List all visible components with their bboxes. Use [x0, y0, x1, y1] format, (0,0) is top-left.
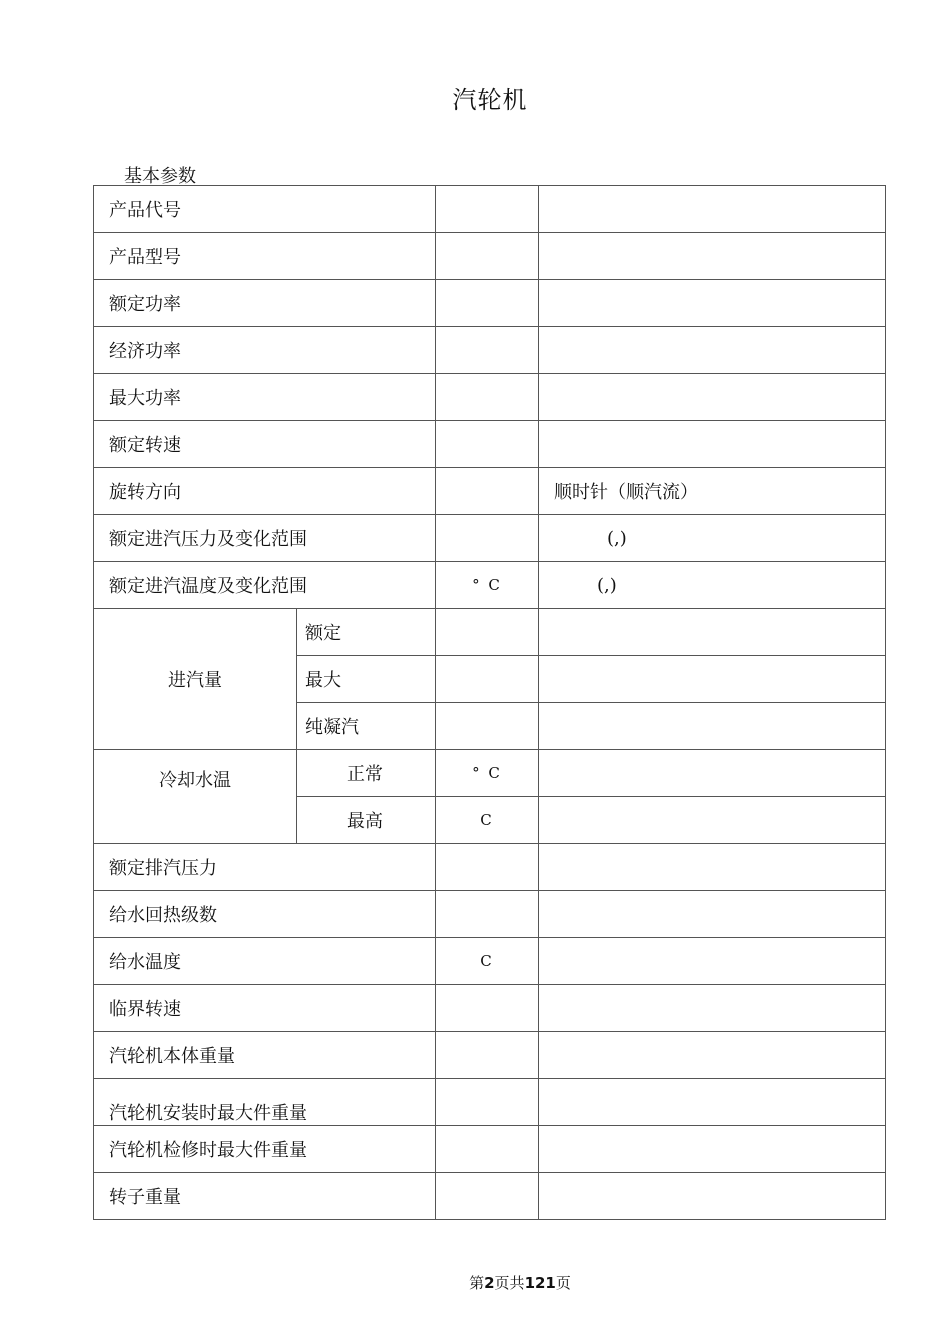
page-footer [0, 1272, 950, 1293]
footer-suffix: 页 [555, 1274, 571, 1292]
value-cell [539, 1079, 886, 1126]
table-row [94, 374, 886, 421]
sub-label: 正常 [297, 750, 436, 797]
unit-cell [436, 374, 539, 421]
row-label: 最大功率 [94, 374, 436, 421]
table-row [94, 186, 886, 233]
table-row [94, 515, 886, 562]
row-label: 旋转方向 [94, 468, 436, 515]
table-row [94, 1173, 886, 1220]
row-label: 额定进汽压力及变化范围 [94, 515, 436, 562]
unit-cell [436, 515, 539, 562]
row-label: 经济功率 [94, 327, 436, 374]
footer-page-number: 2 [484, 1274, 495, 1292]
unit-cell [436, 327, 539, 374]
sub-label: 额定 [297, 609, 436, 656]
footer-middle: 页共 [494, 1274, 525, 1292]
row-label: 产品代号 [94, 186, 436, 233]
unit-cell [436, 703, 539, 750]
unit-cell: C [436, 938, 539, 985]
value-cell: (,) [539, 562, 886, 609]
row-label: 产品型号 [94, 233, 436, 280]
value-cell [539, 1126, 886, 1173]
unit-cell [436, 1032, 539, 1079]
table-row [94, 562, 886, 609]
unit-cell [436, 280, 539, 327]
row-label: 额定排汽压力 [94, 844, 436, 891]
value-cell [539, 421, 886, 468]
value-cell [539, 938, 886, 985]
row-label: 转子重量 [94, 1173, 436, 1220]
section-label: 基本参数 [124, 166, 196, 187]
unit-cell [436, 656, 539, 703]
table-row [94, 468, 886, 515]
row-label: 给水回热级数 [94, 891, 436, 938]
row-label: 临界转速 [94, 985, 436, 1032]
value-cell [539, 656, 886, 703]
row-label: 汽轮机安装时最大件重量 [94, 1079, 436, 1126]
value-cell [539, 797, 886, 844]
unit-cell [436, 891, 539, 938]
value-cell [539, 374, 886, 421]
table-row [94, 327, 886, 374]
unit-cell: ° C [436, 562, 539, 609]
value-cell [539, 985, 886, 1032]
unit-cell [436, 1079, 539, 1126]
unit-cell: ° C [436, 750, 539, 797]
sub-label: 最大 [297, 656, 436, 703]
unit-cell [436, 1126, 539, 1173]
table-row [94, 1126, 886, 1173]
table-row [94, 1079, 886, 1126]
group-label: 进汽量 [94, 609, 297, 750]
value-cell [539, 844, 886, 891]
unit-cell [436, 421, 539, 468]
value-cell [539, 327, 886, 374]
row-label: 汽轮机检修时最大件重量 [94, 1126, 436, 1173]
table-row [94, 750, 886, 797]
value-cell [539, 609, 886, 656]
value-cell [539, 891, 886, 938]
unit-cell [436, 233, 539, 280]
value-cell [539, 1032, 886, 1079]
row-label: 额定进汽温度及变化范围 [94, 562, 436, 609]
value-cell [539, 280, 886, 327]
parameters-table [93, 185, 886, 1220]
unit-cell [436, 609, 539, 656]
group-label: 冷却水温 [94, 750, 297, 844]
unit-cell [436, 186, 539, 233]
table-row [94, 938, 886, 985]
sub-label: 最高 [297, 797, 436, 844]
value-cell [539, 1173, 886, 1220]
table-row [94, 1032, 886, 1079]
unit-cell [436, 844, 539, 891]
page-title: 汽轮机 [452, 86, 528, 114]
row-label: 给水温度 [94, 938, 436, 985]
row-label: 汽轮机本体重量 [94, 1032, 436, 1079]
table-row [94, 844, 886, 891]
unit-cell: C [436, 797, 539, 844]
footer-prefix: 第 [469, 1274, 485, 1292]
footer-total-pages: 121 [524, 1274, 556, 1292]
value-cell: (,) [539, 515, 886, 562]
table-row [94, 233, 886, 280]
row-label: 额定功率 [94, 280, 436, 327]
sub-label: 纯凝汽 [297, 703, 436, 750]
value-cell [539, 750, 886, 797]
table-row [94, 891, 886, 938]
value-cell [539, 233, 886, 280]
table-row [94, 609, 886, 656]
value-cell: 顺时针（顺汽流） [539, 468, 886, 515]
value-cell [539, 703, 886, 750]
table-row [94, 985, 886, 1032]
table-row [94, 421, 886, 468]
unit-cell [436, 1173, 539, 1220]
row-label: 额定转速 [94, 421, 436, 468]
unit-cell [436, 468, 539, 515]
value-cell [539, 186, 886, 233]
table-row [94, 280, 886, 327]
unit-cell [436, 985, 539, 1032]
